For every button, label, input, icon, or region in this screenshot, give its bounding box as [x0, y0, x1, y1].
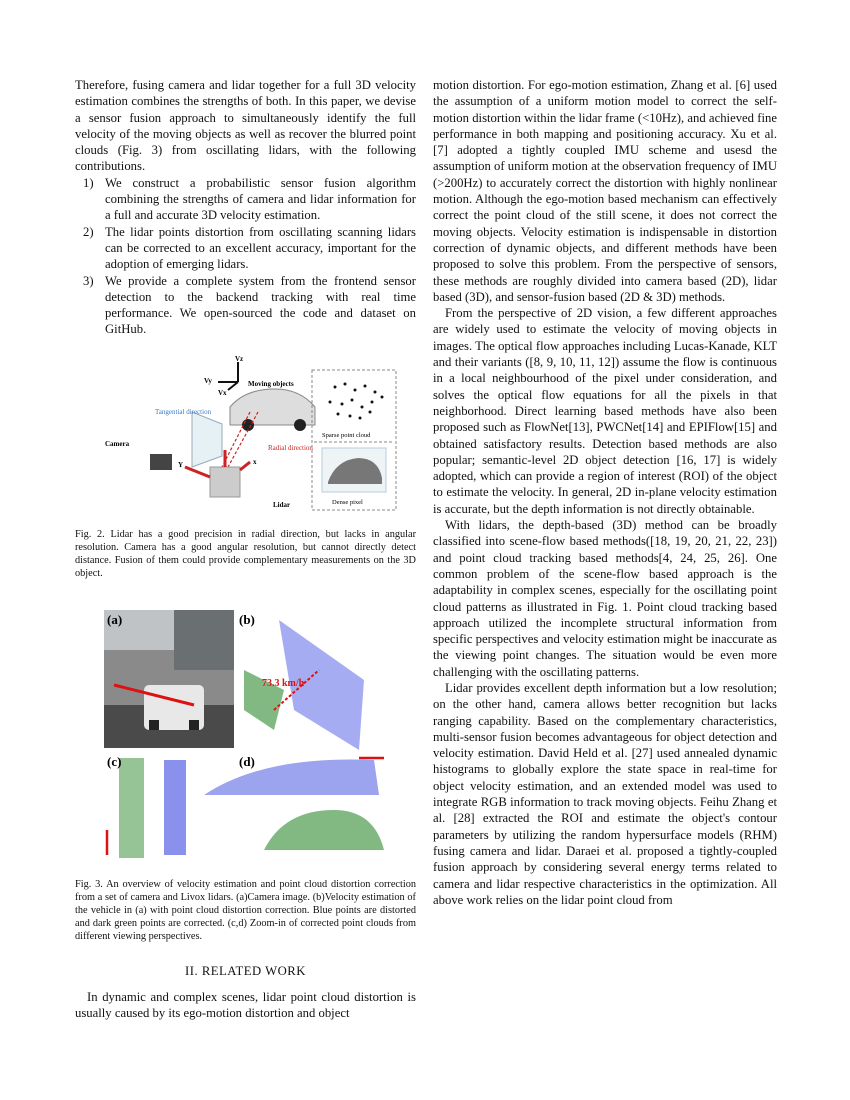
vx-label: Vx: [218, 389, 227, 397]
panel-d-point-cloud: [204, 758, 384, 850]
paragraph: From the perspective of 2D vision, a few different approaches are widely used to estimate the velocity of moving objects in images. The optical flow approaches including Lucas-Kanade, KLT and their variants ([8, 9, 10, 11, 12]) assume the flow is continuous in a local neighbourhood of the pixel under consideration, and solves the optical flow equations for all the pixels in that neighborhood. Direct learning based methods have also been proposed such as FlowNet[13], PWCNet[14] and EPIFlow[15] and obtained satisfactory results. Detection based methods are also popular; semantic-level 2D object detection [16, 17] is widely adopted, which can provide a region of interest (ROI) of the object to estimate the velocity. In general, 2D in-plane velocity estimation is accurate, but the depth information is not directly obtainable.: [433, 306, 777, 516]
figure-3-caption: Fig. 3. An overview of velocity estimation and point cloud distortion correction from a set of camera and Livox lidars. (a)Camera image. (b)Velocity estimation of the vehicle in (a) with point cloud distortion correction. Blue points are distorted and dark green points are corrected. (c,d) Zoom-in of corrected point clouds from different viewing perspectives.: [75, 879, 416, 942]
item-text: We construct a probabilistic sensor fusion algorithm combining the strengths of camera and lidar information for a full and accurate 3D velocity estimation.: [105, 175, 416, 223]
item-number: 1): [83, 175, 94, 190]
panel-c-point-cloud: [107, 758, 186, 858]
contribution-item: [75, 224, 416, 273]
panel-a-label: (a): [107, 612, 123, 627]
radial-label: Radial direction: [268, 444, 313, 452]
panel-c-label: (c): [107, 754, 122, 769]
vz-label: Vz: [235, 355, 244, 363]
left-column: [75, 77, 416, 338]
figure-2-caption: Fig. 2. Lidar has a good precision in radial direction, but lacks in angular resolution. Camera has a good angular resolution, but cannot directly detect distance. Fusion of them could provide complementary measurements on the 3D object.: [75, 529, 416, 579]
right-column: [433, 77, 777, 908]
sparse-label: Sparse point cloud: [322, 432, 371, 439]
contribution-item: [75, 175, 416, 224]
lidar-label: Lidar: [273, 501, 291, 509]
paragraph: Lidar provides excellent depth information but a low resolution; on the other hand, camera allows better recognition but lacks ranging capability. Based on the complementary characteristics, multi-sensor fusion becomes advantageous for object detection and velocity estimation. David Held et al. [27] used annealed dynamic histograms to globally explore the state space in real-time for object velocity estimation, and an extended model was used to integrate RGB information to track moving objects. Feihu Zhang et al. [28] extracted the ROI and estimate the object's contour parameters by utilizing the random hypersurface models (RHM) fusing camera and lidar. Daraei et al. proposed a tightly-coupled fusion approach by considering several energy terms related to camera and lidar respective characteristics in the optimization. All above work relies on the lidar point cloud from: [433, 680, 777, 907]
section-paragraph: In dynamic and complex scenes, lidar point cloud distortion is usually caused by its ego-motion distortion and object: [75, 990, 416, 1021]
dense-label: Dense pixel: [332, 499, 363, 506]
intro-paragraph: Therefore, fusing camera and lidar together for a full 3D velocity estimation combines the strengths of both. In this paper, we devise a sensor fusion approach to simultaneously identify the full velocity of the moving objects as well as recover the blurred point clouds (Fig. 3) from oscillating lidars, with the following contributions.: [75, 78, 416, 174]
panel-b-label: (b): [239, 612, 255, 627]
panel-d-label: (d): [239, 754, 255, 769]
item-number: 2): [83, 224, 94, 239]
speed-label: 73.3 km/h: [262, 678, 305, 689]
sparse-points: [329, 383, 384, 420]
camera-icon: [150, 454, 172, 470]
item-number: 3): [83, 273, 94, 288]
figure-3: [104, 610, 389, 862]
lidar-icon: [210, 467, 240, 497]
contributions-list: [75, 175, 416, 338]
item-text: We provide a complete system from the frontend sensor detection to the backend tracking with real time performance. We open-sourced the code and dataset on GitHub.: [105, 273, 416, 337]
contribution-item: [75, 273, 416, 338]
figure-2: [100, 352, 415, 517]
y-axis-label: Y: [178, 461, 184, 469]
velocity-axes: [218, 362, 238, 390]
moving-objects-label: Moving objects: [248, 380, 294, 388]
camera-label: Camera: [105, 440, 130, 448]
panel-a-camera-image: [104, 610, 234, 748]
tangential-label: Tangential direction: [155, 408, 212, 416]
paragraph: motion distortion. For ego-motion estimation, Zhang et al. [6] used the assumption of a uniform motion model to correct the self-motion distortion within the lidar frame (<10Hz), and achieved fine performance in both mapping and positioning accuracy. Xu et al.[7] adopted a tightly coupled IMU scheme and usesd the assumption of uniform motion at the observation frequency of IMU (>200Hz) to accurately correct the distortion with highly nonlinear motion. Although the ego-motion based mechanism can effectively correct the point cloud of the still scene, it does not correct the moving objects. Velocity estimation is indispensable in distortion correction of dynamic objects, and different methods have been proposed to solve this problem. From the perspective of sensors, these methods are roughly divided into camera based (2D), lidar based (3D), and sensor-fusion based (2D & 3D) methods.: [433, 78, 777, 304]
paragraph: With lidars, the depth-based (3D) method can be broadly classified into scene-flow based methods([18, 19, 20, 21, 22, 23]) and point cloud tracking based methods[4, 24, 25, 26]. One common problem of the scene-flow based approach is the adaptability in complex scenes, especially for the oscillating point cloud patterns as illustrated in Fig. 1. Point cloud tracking based approach utilized the incomplete structural information from specific perspectives and velocity estimation might be inaccurate as the viewing point changes. The situation would be even more challenging with the oscillating patterns.: [433, 518, 777, 679]
vy-label: Vy: [204, 377, 212, 385]
section-heading: II. RELATED WORK: [185, 964, 306, 978]
x-axis-label: x: [253, 458, 257, 466]
image-plane: [192, 412, 222, 467]
item-text: The lidar points distortion from oscillating scanning lidars can be corrected to an excellent accuracy, important for the adoption of emerging lidars.: [105, 224, 416, 272]
